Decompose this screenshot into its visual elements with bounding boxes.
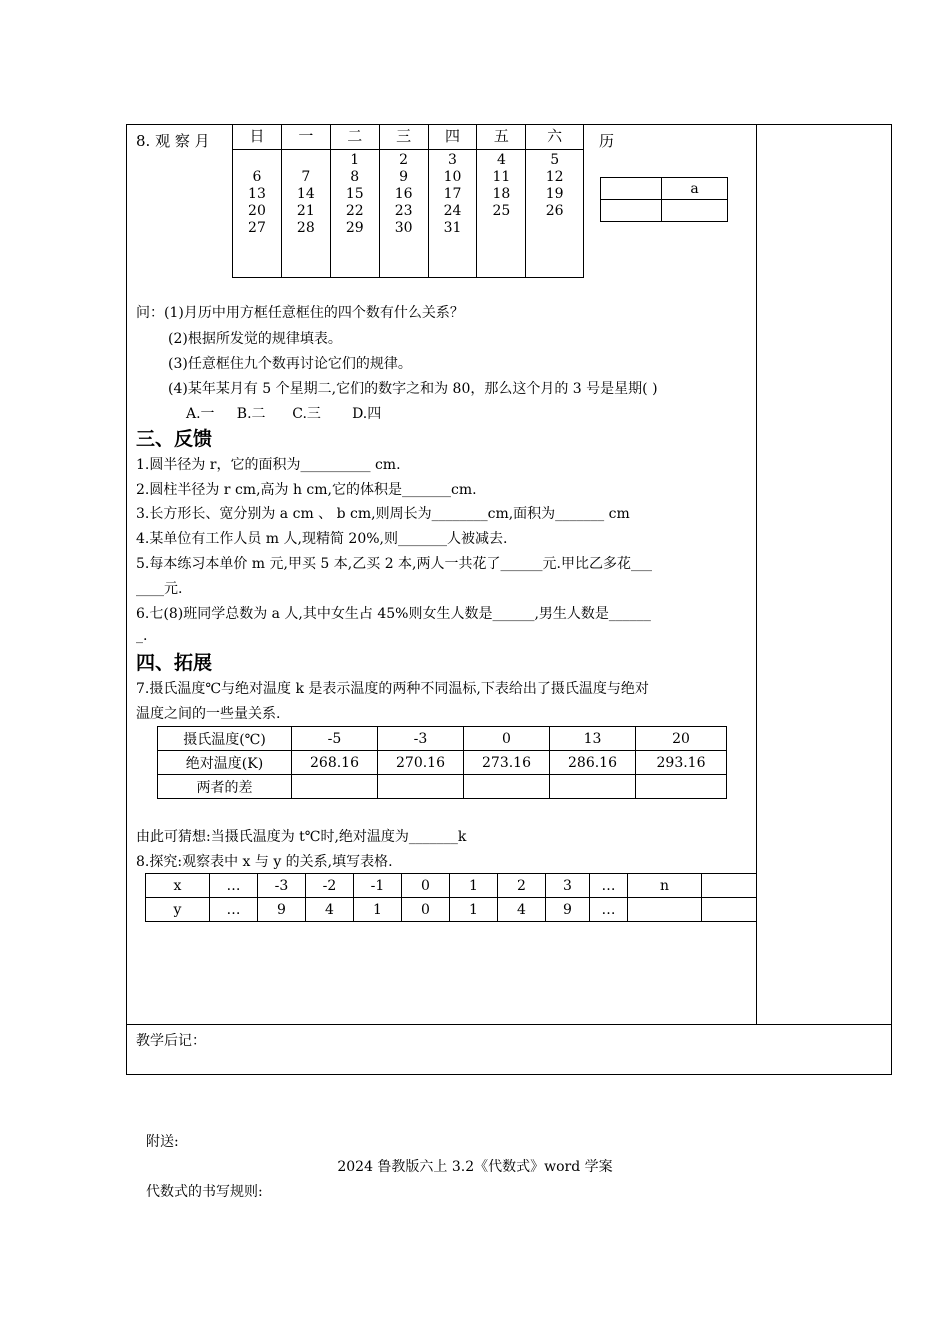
xy-cell: x	[146, 874, 210, 898]
fill-table	[600, 177, 728, 222]
difference-cell[interactable]	[636, 775, 727, 799]
guess-line: 由此可猜想:当摄氏温度为 t℃时,绝对温度为_______k	[136, 829, 467, 845]
day: 25	[492, 203, 511, 219]
question-3: (3)任意框住九个数再讨论它们的规律。	[168, 356, 412, 372]
day: 29	[345, 220, 364, 236]
fill-table-row	[601, 178, 728, 200]
question-4: (4)某年某月有 5 个星期二,它们的数字之和为 80，那么这个月的 3 号是星期( )	[168, 381, 658, 397]
day: 11	[492, 169, 511, 185]
feedback-item-4: 4.某单位有工作人员 m 人,现精简 20%,则_______人被减去.	[136, 531, 508, 547]
day: 18	[492, 186, 511, 202]
celsius-value: 20	[636, 727, 727, 751]
day: 7	[301, 169, 311, 185]
feedback-item-2: 2.圆柱半径为 r cm,高为 h cm,它的体积是_______cm.	[136, 482, 477, 498]
feedback-item-5-cont: ____元.	[136, 581, 183, 597]
xy-cell: …	[590, 874, 628, 898]
day: 23	[394, 203, 413, 219]
difference-cell[interactable]	[378, 775, 464, 799]
kelvin-value: 293.16	[636, 751, 727, 775]
xy-cell: 1	[450, 874, 498, 898]
day: 30	[394, 220, 413, 236]
difference-cell[interactable]	[292, 775, 378, 799]
day: 26	[545, 203, 564, 219]
celsius-value: -5	[292, 727, 378, 751]
weekday-cell: 五	[477, 125, 526, 150]
calendar-day-column	[281, 150, 330, 278]
extension-item-7: 7.摄氏温度℃与绝对温度 k 是表示温度的两种不同温标,下表给出了摄氏温度与绝对	[136, 681, 649, 697]
xy-cell: 9	[258, 898, 306, 922]
calendar-day-column	[379, 150, 428, 278]
fill-cell[interactable]	[601, 200, 662, 222]
day: 12	[545, 169, 564, 185]
kelvin-row	[158, 751, 727, 775]
xy-cell: 0	[402, 898, 450, 922]
appendix-subtitle: 代数式的书写规则:	[146, 1184, 263, 1200]
day	[282, 152, 330, 169]
xy-cell: 0	[402, 874, 450, 898]
day: 13	[248, 186, 266, 202]
xy-cell: 1	[354, 898, 402, 922]
xy-cell[interactable]	[702, 898, 757, 922]
feedback-item-6-cont: _.	[136, 628, 148, 644]
xy-cell: 4	[498, 898, 546, 922]
xy-cell: …	[210, 898, 258, 922]
day: 1	[350, 152, 360, 168]
day: 4	[496, 152, 506, 168]
calendar-weekday-row	[233, 125, 584, 150]
day: 5	[550, 152, 560, 168]
fill-table-row	[601, 200, 728, 222]
xy-cell: y	[146, 898, 210, 922]
weekday-cell: 四	[428, 125, 477, 150]
xy-cell: 1	[450, 898, 498, 922]
celsius-value: 0	[464, 727, 550, 751]
day: 27	[248, 220, 266, 236]
kelvin-value: 268.16	[292, 751, 378, 775]
weekday-cell: 日	[233, 125, 282, 150]
extension-item-8: 8.探究:观察表中 x 与 y 的关系,填写表格.	[136, 854, 393, 870]
difference-cell[interactable]	[550, 775, 636, 799]
weekday-cell: 一	[281, 125, 330, 150]
feedback-item-6: 6.七(8)班同学总数为 a 人,其中女生占 45%则女生人数是______,男生人数是______	[136, 606, 651, 622]
day: 31	[443, 220, 462, 236]
day: 15	[345, 186, 364, 202]
calendar-suffix: 历	[599, 132, 615, 150]
row-label: 摄氏温度(℃)	[158, 727, 292, 751]
day: 3	[448, 152, 457, 168]
x-row	[146, 874, 757, 898]
celsius-row	[158, 727, 727, 751]
day: 24	[443, 203, 462, 219]
day: 8	[350, 169, 360, 185]
xy-table	[145, 873, 757, 922]
fill-cell[interactable]	[662, 200, 728, 222]
month-calendar	[232, 124, 584, 278]
xy-cell: -2	[306, 874, 354, 898]
celsius-value: -3	[378, 727, 464, 751]
xy-cell: n	[628, 874, 702, 898]
celsius-value: 13	[550, 727, 636, 751]
day: 10	[443, 169, 462, 185]
day: 9	[399, 169, 409, 185]
day: 19	[545, 186, 564, 202]
weekday-cell: 二	[330, 125, 379, 150]
appendix-label: 附送:	[146, 1134, 179, 1150]
question-2: (2)根据所发觉的规律填表。	[168, 331, 342, 347]
calendar-day-column	[428, 150, 477, 278]
day: 20	[248, 203, 266, 219]
difference-row	[158, 775, 727, 799]
day: 22	[345, 203, 364, 219]
fill-cell[interactable]: a	[662, 178, 728, 200]
xy-cell: …	[590, 898, 628, 922]
calendar-day-column	[477, 150, 526, 278]
section-4-heading: 四、拓展	[136, 652, 213, 674]
xy-cell: …	[210, 874, 258, 898]
xy-cell: 2	[498, 874, 546, 898]
calendar-prefix: 8. 观 察 月	[136, 132, 210, 150]
xy-cell: -3	[258, 874, 306, 898]
appendix-title: 2024 鲁教版六上 3.2《代数式》word 学案	[337, 1159, 613, 1175]
notes-divider	[126, 1024, 892, 1025]
question-1: 问：(1)月历中用方框任意框住的四个数有什么关系？	[136, 305, 464, 321]
calendar-days-row	[233, 150, 584, 278]
fill-cell[interactable]	[601, 178, 662, 200]
day: 6	[252, 169, 262, 185]
xy-cell: 3	[546, 874, 590, 898]
xy-cell: -1	[354, 874, 402, 898]
day: 21	[296, 203, 315, 219]
kelvin-value: 286.16	[550, 751, 636, 775]
weekday-cell: 三	[379, 125, 428, 150]
weekday-cell: 六	[526, 125, 584, 150]
feedback-item-1: 1.圆半径为 r，它的面积为__________ cm.	[136, 457, 401, 473]
day: 17	[443, 186, 462, 202]
day: 16	[394, 186, 413, 202]
difference-cell[interactable]	[464, 775, 550, 799]
kelvin-value: 273.16	[464, 751, 550, 775]
xy-cell[interactable]	[628, 898, 702, 922]
day: 28	[296, 220, 315, 236]
section-3-heading: 三、反馈	[136, 428, 213, 450]
calendar-day-column	[330, 150, 379, 278]
temperature-table	[157, 726, 727, 799]
row-label: 绝对温度(K)	[158, 751, 292, 775]
day: 2	[399, 152, 409, 168]
y-row	[146, 898, 757, 922]
teaching-notes-label: 教学后记：	[136, 1033, 206, 1049]
question-4-choices: A.一 B.二 C.三 D.四	[186, 406, 382, 422]
day: 14	[296, 186, 315, 202]
feedback-item-5: 5.每本练习本单价 m 元,甲买 5 本,乙买 2 本,两人一共花了______元.甲比乙多花___	[136, 556, 652, 572]
kelvin-value: 270.16	[378, 751, 464, 775]
xy-cell: 4	[306, 898, 354, 922]
calendar-day-column	[526, 150, 584, 278]
extension-item-7-cont: 温度之间的一些量关系.	[136, 706, 281, 722]
row-label: 两者的差	[158, 775, 292, 799]
feedback-item-3: 3.长方形长、宽分别为 a cm 、 b cm,则周长为________cm,面积为_______ cm	[136, 506, 630, 522]
calendar-day-column	[233, 150, 282, 278]
xy-cell: 9	[546, 898, 590, 922]
xy-cell[interactable]	[702, 874, 757, 898]
day	[233, 152, 281, 169]
